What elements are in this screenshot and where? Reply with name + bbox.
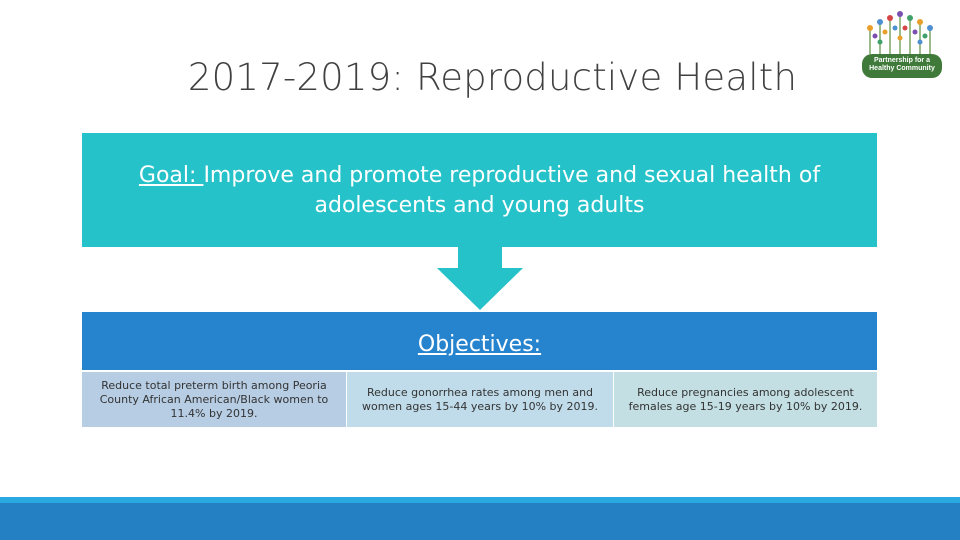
goal-text: Improve and promote reproductive and sexual health of adolescents and young adults — [203, 163, 821, 218]
objectives-row — [82, 372, 877, 427]
objective-card — [614, 372, 877, 427]
objectives-header-label: Objectives: — [417, 332, 542, 357]
down-arrow-icon — [437, 246, 523, 310]
objective-text: Reduce total preterm birth among Peoria County African American/Black women to 11.4% by 2019. — [99, 378, 329, 420]
goal-statement — [120, 161, 840, 221]
flower-garden-icon — [856, 8, 948, 56]
objective-card — [347, 372, 613, 427]
partnership-logo — [856, 8, 948, 78]
logo-text-line-1: Partnership for a — [873, 57, 930, 64]
logo-wordmark — [862, 54, 942, 78]
objectives-header — [82, 312, 877, 370]
logo-text-line-2: Healthy Community — [869, 65, 935, 72]
objective-text: Reduce pregnancies among adolescent females age 15-19 years by 10% by 2019. — [628, 385, 863, 413]
objective-card — [82, 372, 346, 427]
slide-title: 2017-2019: Reproductive Health — [187, 56, 798, 99]
footer-bar — [0, 503, 960, 540]
objective-text: Reduce gonorrhea rates among men and women ages 15-44 years by 10% by 2019. — [361, 385, 599, 413]
goal-box — [82, 133, 877, 247]
goal-label: Goal: — [138, 163, 204, 188]
